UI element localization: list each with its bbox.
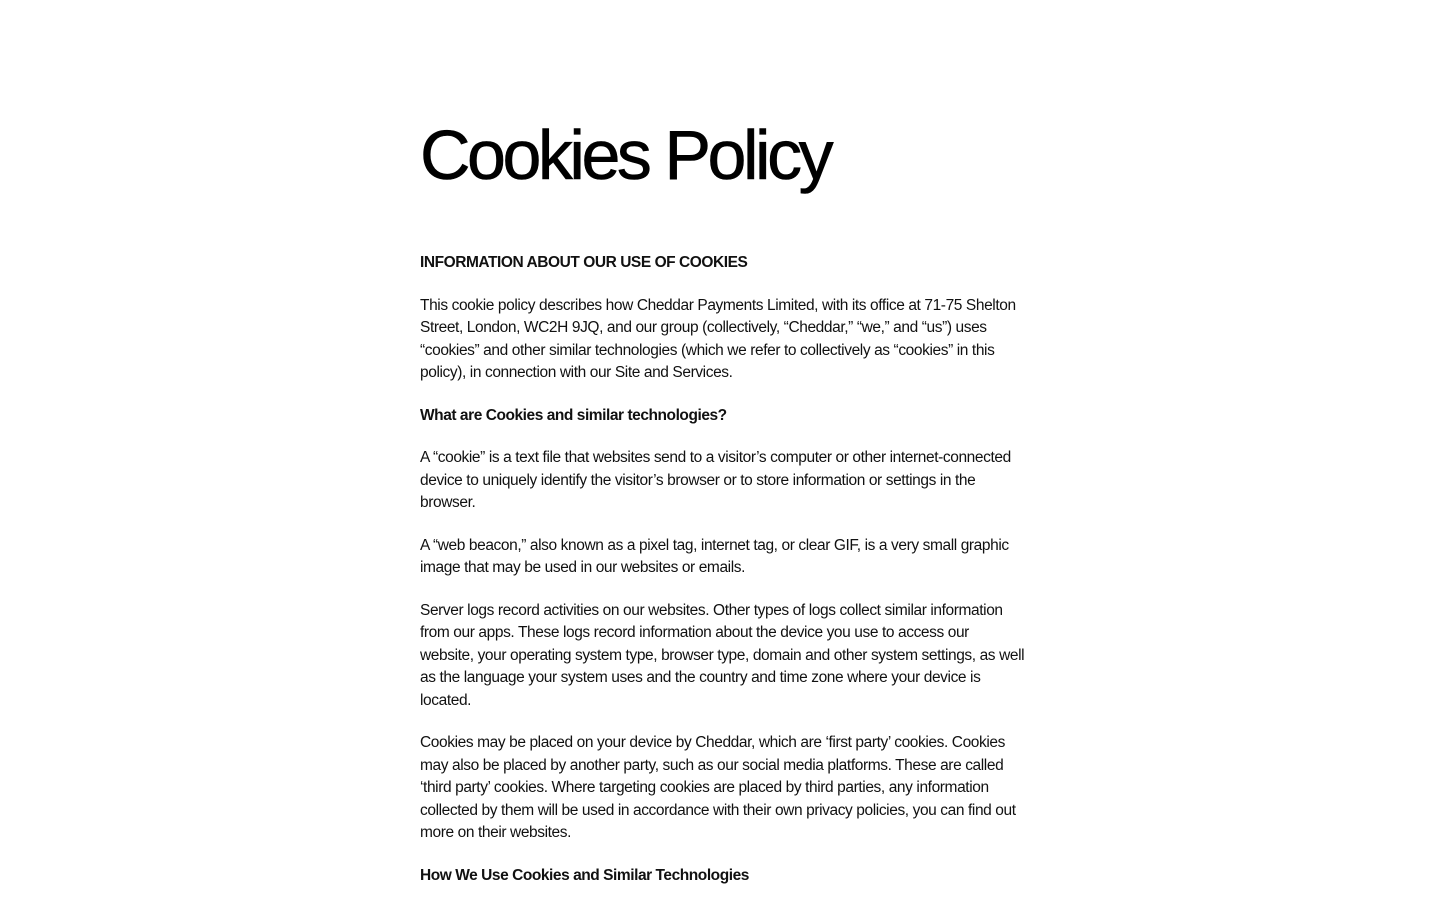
- paragraph-first-third-party: Cookies may be placed on your device by Cheddar, which are ‘first party’ cookies. Cookies may also be placed by another party, such as our social media platforms. These are called ‘third party’ cookies. Where targeting cookies are placed by third parties, any information collected by them will be used in accordance with their own privacy policies, you can find out more on their websites.: [420, 734, 1016, 841]
- paragraph-server-logs: Server logs record activities on our websites. Other types of logs collect similar information from our apps. These logs record information about the device you use to access our website, your operating system type, browser type, domain and other system settings, as well as the language your system uses and the country and time zone where your device is located.: [420, 601, 1025, 709]
- paragraph-cookie-definition: A “cookie” is a text file that websites send to a visitor’s computer or other internet-connected device to uniquely identify the visitor’s browser or to store information or settings in the browser.: [420, 449, 1011, 511]
- section-heading-what-are-cookies: What are Cookies and similar technologies?: [420, 406, 727, 424]
- paragraph-policy-intro: This cookie policy describes how Cheddar Payments Limited, with its office at 71-75 Shelton Street, London, WC2H 9JQ, and our group (collectively, “Cheddar,” “we,” and “us”) uses “cookies” and other similar technologies (which we refer to collectively as “cookies” in this policy), in connection with our Site and Services.: [420, 296, 1016, 381]
- page-title: Cookies Policy: [420, 116, 831, 194]
- section-heading-how-we-use: How We Use Cookies and Similar Technologies: [420, 866, 749, 884]
- section-heading-cookie-info: INFORMATION ABOUT OUR USE OF COOKIES: [420, 254, 748, 271]
- paragraph-web-beacon: A “web beacon,” also known as a pixel tag, internet tag, or clear GIF, is a very small graphic image that may be used in our websites or emails.: [420, 536, 1009, 576]
- policy-content: [420, 114, 1025, 907]
